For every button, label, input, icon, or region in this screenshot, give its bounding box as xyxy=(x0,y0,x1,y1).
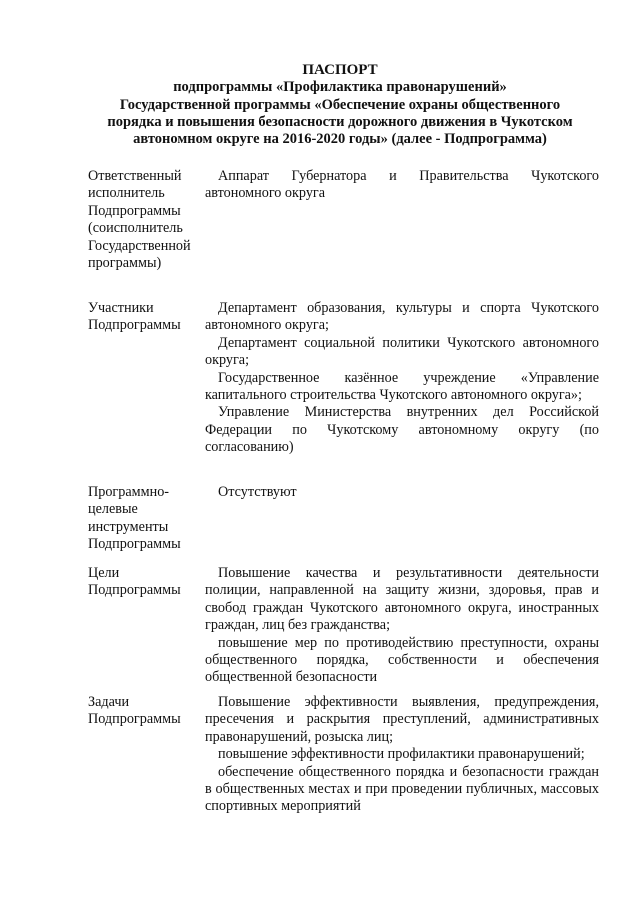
subtitle-line: подпрограммы «Профилактика правонарушений» xyxy=(173,79,507,96)
value-paragraph: Отсутствуют xyxy=(218,484,297,500)
label-line: Государственной xyxy=(88,237,191,254)
row-value xyxy=(205,300,599,457)
subtitle-line: автономном округе на 2016-2020 годы» (далее - Подпрограмма) xyxy=(133,131,547,148)
subtitle-line: порядка и повышения безопасности дорожного движения в Чукотском xyxy=(107,113,573,130)
label-line: (соисполнитель xyxy=(88,220,183,237)
label-line: Программно- xyxy=(88,484,170,500)
label-line: инструменты xyxy=(88,518,169,535)
value-paragraph: обеспечение общественного порядка и безопасности граждан в общественных местах и при проведении публичных, массовых спортивных мероприятий xyxy=(205,763,599,815)
label-line: Подпрограммы xyxy=(88,202,181,219)
label-line: Ответственный xyxy=(88,168,182,184)
row-value xyxy=(205,484,599,501)
subtitle-line: Государственной программы «Обеспечение охраны общественного xyxy=(119,96,561,113)
value-paragraph: повышение мер по противодействию преступности, охраны общественного порядка, собственности и обеспечения общественной безопасности xyxy=(205,634,599,686)
row-label xyxy=(88,565,203,600)
label-line: Цели xyxy=(88,565,120,581)
label-line: Подпрограммы xyxy=(88,317,181,334)
label-line: Задачи xyxy=(88,694,130,710)
row-value xyxy=(205,694,599,816)
value-paragraph: Повышение качества и результативности деятельности полиции, направленной на защиту жизни, здоровья, прав и свобод граждан Чукотского автономного округа, иностранных граждан, лиц без гражданства; xyxy=(205,565,599,634)
label-line: программы) xyxy=(88,255,162,272)
row-label xyxy=(88,694,203,729)
value-paragraph: Департамент образования, культуры и спорта Чукотского автономного округа; xyxy=(205,300,599,334)
label-line: целевые xyxy=(88,501,138,518)
value-paragraph: Аппарат Губернатора и Правительства Чукотского автономного округа xyxy=(205,168,599,202)
label-line: исполнитель xyxy=(88,185,165,202)
label-line: Подпрограммы xyxy=(88,582,181,599)
row-value xyxy=(205,168,599,203)
document-title: ПАСПОРТ xyxy=(302,62,378,78)
row-label xyxy=(88,168,203,272)
value-paragraph: Повышение эффективности выявления, предупреждения, пресечения и раскрытия преступлений, административных правонарушений, розыска лиц; xyxy=(205,694,599,745)
value-paragraph: Государственное казённое учреждение «Управление капитального строительства Чукотского автономного округа»; xyxy=(205,369,599,404)
label-line: Подпрограммы xyxy=(88,711,181,728)
value-paragraph: Департамент социальной политики Чукотского автономного округа; xyxy=(205,334,599,369)
row-label xyxy=(88,484,203,554)
label-line: Подпрограммы xyxy=(88,536,181,553)
document-header xyxy=(60,62,620,148)
value-paragraph: повышение эффективности профилактики правонарушений; xyxy=(218,746,585,763)
row-label xyxy=(88,300,203,335)
value-paragraph: Управление Министерства внутренних дел Российской Федерации по Чукотскому автономному округу (по согласованию) xyxy=(205,404,599,456)
label-line: Участники xyxy=(88,300,154,316)
row-value xyxy=(205,565,599,687)
